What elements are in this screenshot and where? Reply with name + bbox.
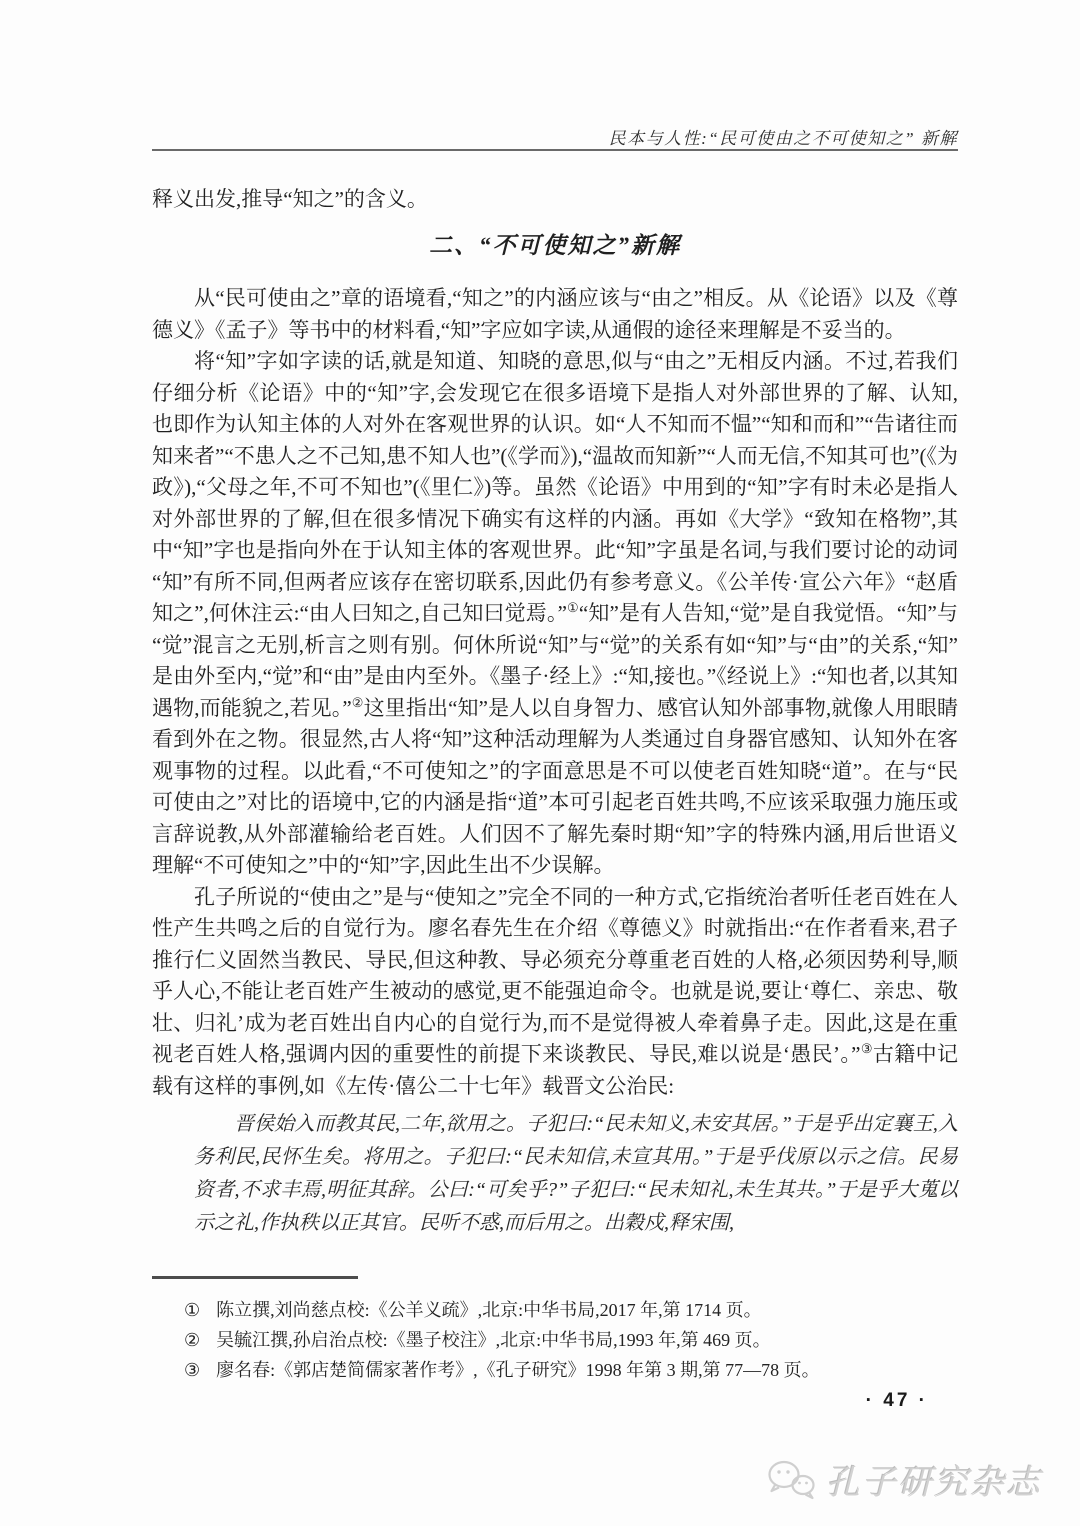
text-run: 从“民可使由之”章的语境看,“知之”的内涵应该与“由之”相反。从《论语》以及《尊德义》《孟子》等书中的材料看,“知”字应如字读,从通假的途径来理解是不妥当的。 bbox=[152, 286, 958, 342]
footnote-item bbox=[152, 1295, 958, 1325]
wechat-bubbles-icon bbox=[766, 1459, 818, 1501]
paragraphs bbox=[152, 283, 958, 1102]
text-run: 古籍中记载有这样的事例,如《左传·僖公二十七年》载晋文公治民: bbox=[152, 1042, 959, 1098]
footnote-marker: ② bbox=[184, 1330, 201, 1350]
footnote-ref: ② bbox=[351, 694, 364, 710]
text-run: 这里指出“知”是人以自身智力、感官认知外部事物,就像人用眼睛看到外在之物。很显然,古人将“知”这种活动理解为人类通过自身器官感知、认知外在客观事物的过程。以此看,“不可使知之”的字面意思是不可以使老百姓知晓“道”。在与“民可使由之”对比的语境中,它的内涵是指“道”本可引起老百姓共鸣,不应该采取强力施压或言辞说教,从外部灌输给老百姓。人们因不了解先秦时期“知”字的特殊内涵,用后世语义理解“不可使知之”中的“知”字,因此生出不少误解。 bbox=[152, 695, 959, 877]
footnote-separator bbox=[152, 1276, 358, 1279]
running-head: 民本与人性:“民可使由之不可使知之” 新解 bbox=[608, 129, 958, 148]
text-run: “知”是有人告知,“觉”是自我觉悟。“知”与“觉”混言之无别,析言之则有别。何休所说“知”与“觉”的关系有如“知”与“由”的关系,“知”是由外至内,“觉”和“由”是由内至外。《墨子·经上》:“知,接也。”《经说上》:“知也者,以其知遇物,而能貌之,若见。” bbox=[152, 601, 958, 720]
footnote-ref: ③ bbox=[860, 1041, 873, 1056]
footnote-marker: ① bbox=[184, 1300, 201, 1320]
footnote-marker: ③ bbox=[184, 1360, 201, 1380]
paragraph bbox=[152, 283, 958, 346]
intro-line: 释义出发,推导“知之”的含义。 bbox=[152, 187, 428, 211]
footnote-text: 吴毓江撰,孙启治点校:《墨子校注》,北京:中华书局,1993 年,第 469 页。 bbox=[216, 1330, 771, 1350]
block-quote: 晋侯始入而教其民,二年,欲用之。子犯曰:“民未知义,未安其居。”于是乎出定襄王,入务利民,民怀生矣。将用之。子犯曰:“民未知信,未宣其用。”于是乎伐原以示之信。民易资者,不求丰焉,明征其辞。公曰:“可矣乎?”子犯曰:“民未知礼,未生其共。”于是乎大蒐以示之礼,作执秩以正其官。民听不惑,而后用之。出穀戍,释宋围, bbox=[194, 1113, 958, 1234]
watermark bbox=[766, 1455, 1042, 1504]
footnote-ref: ① bbox=[566, 600, 579, 615]
paragraph bbox=[152, 882, 958, 1103]
page-number: · 47 · bbox=[865, 1390, 928, 1411]
article-body bbox=[152, 184, 958, 1240]
section-heading: 二、“不可使知之”新解 bbox=[429, 232, 681, 258]
footnote-list bbox=[152, 1295, 958, 1385]
text-run: 将“知”字如字读的话,就是知道、知晓的意思,似与“由之”无相反内涵。不过,若我们仔细分析《论语》中的“知”字,会发现它在很多语境下是指人对外部世界的了解、认知,也即作为认知主体的人对外在客观世界的认识。如“人不知而不愠”“知和而和”“告诸往而知来者”“不患人之不己知,患不知人也”(《学而》),“温故而知新”“人而无信,不知其可也”(《为政》),“父母之年,不可不知也”(《里仁》)等。虽然《论语》中用到的“知”字有时未必是指人对外部世界的了解,但在很多情况下确实有这样的内涵。再如《大学》“致知在格物”,其中“知”字也是指向外在于认知主体的客观世界。此“知”字虽是名词,与我们要讨论的动词“知”有所不同,但两者应该存在密切联系,因此仍有参考意义。《公羊传·宣公六年》“赵盾知之”,何休注云:“由人曰知之,自己知曰觉焉。” bbox=[152, 349, 958, 625]
footnote-item bbox=[152, 1325, 958, 1355]
footnote-text: 陈立撰,刘尚慈点校:《公羊义疏》,北京:中华书局,2017 年,第 1714 页。 bbox=[216, 1300, 762, 1320]
footnotes bbox=[152, 1276, 958, 1385]
footnote-text: 廖名春:《郭店楚简儒家著作考》,《孔子研究》1998 年第 3 期,第 77—78 页。 bbox=[216, 1360, 820, 1380]
footnote-item bbox=[152, 1355, 958, 1385]
watermark-text: 孔子研究杂志 bbox=[826, 1465, 1042, 1502]
paragraph bbox=[152, 346, 958, 882]
header-rule bbox=[152, 149, 958, 151]
text-run: 孔子所说的“使由之”是与“使知之”完全不同的一种方式,它指统治者听任老百姓在人性产生共鸣之后的自觉行为。廖名春先生在介绍《尊德义》时就指出:“在作者看来,君子推行仁义固然当教民、导民,但这种教、导必须充分尊重老百姓的人格,必须因势利导,顺乎人心,不能让老百姓产生被动的感觉,更不能强迫命令。也就是说,要让‘尊仁、亲忠、敬壮、归礼’成为老百姓出自内心的自觉行为,而不是觉得被人牵着鼻子走。因此,这是在重视老百姓人格,强调内因的重要性的前提下来谈教民、导民,难以说是‘愚民’。” bbox=[152, 884, 958, 1066]
